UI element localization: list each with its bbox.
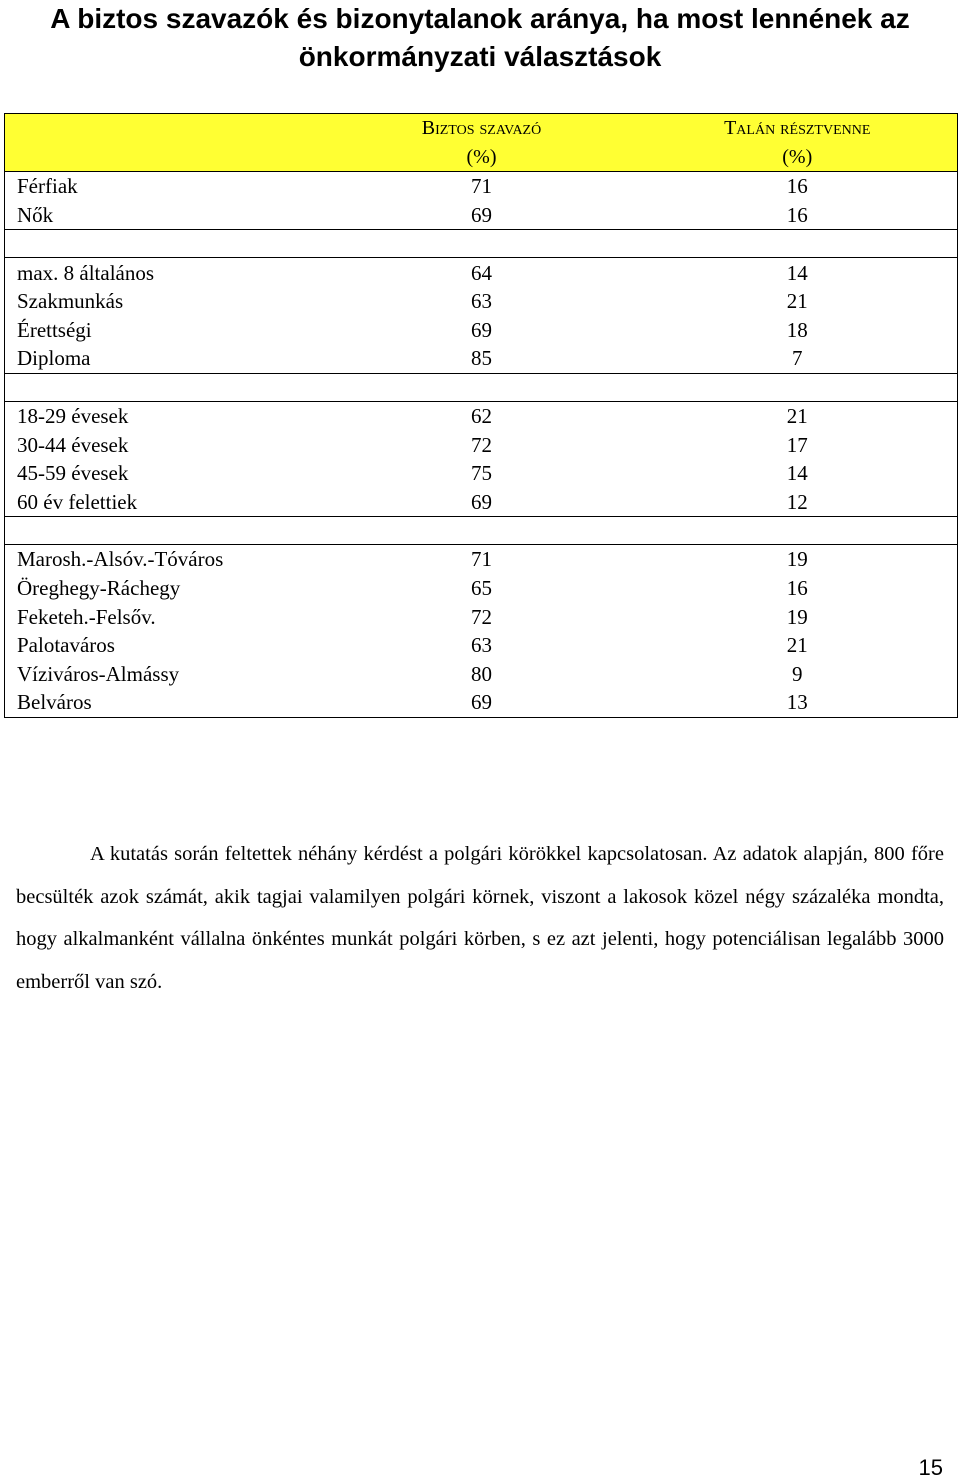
header-empty-cell: [5, 143, 326, 172]
table-row: [5, 545, 958, 574]
row-biztos-value: 69: [471, 203, 492, 228]
row-label: Palotaváros: [5, 631, 326, 660]
row-talan-value: 19: [638, 545, 958, 574]
separator-cell: [326, 373, 638, 401]
row-talan-value: 21: [638, 401, 958, 430]
row-biztos-value: 71: [471, 547, 492, 572]
row-label: Öreghegy-Ráchegy: [5, 574, 326, 603]
separator-cell: [638, 230, 958, 258]
table-row: [5, 574, 958, 603]
row-talan-value: 16: [638, 172, 958, 201]
row-biztos-value: 63: [471, 633, 492, 658]
row-biztos-value: 63: [471, 289, 492, 314]
table-row: [5, 660, 958, 689]
header-talan-unit: (%): [638, 143, 958, 172]
header-empty-cell: [5, 114, 326, 143]
table-row: [5, 631, 958, 660]
table-header-row-2: [5, 143, 958, 172]
table-row: [5, 488, 958, 517]
table-header-row-1: [5, 114, 958, 143]
row-talan-value: 21: [638, 631, 958, 660]
separator-cell: [638, 517, 958, 545]
row-label: Diploma: [5, 344, 326, 373]
separator-cell: [5, 517, 326, 545]
row-biztos-value: 69: [471, 317, 492, 342]
header-talan: Talán résztvenne: [638, 114, 958, 143]
row-label: Férfiak: [5, 172, 326, 201]
body-paragraph: A kutatás során feltettek néhány kérdést a polgári körökkel kapcsolatosan. Az adatok alapján, 800 főre becsülték azok számát, akik tagjai valamilyen polgári körnek, viszont a lakosok közel négy százaléka mondta, hogy alkalmanként vállalna önkéntes munkát polgári körben, s ez azt jelenti, hogy potenciálisan legalább 3000 emberről van szó.: [16, 843, 944, 993]
row-label: 30-44 évesek: [5, 430, 326, 459]
separator-cell: [5, 373, 326, 401]
table-row: [5, 316, 958, 345]
row-talan-value: 19: [638, 602, 958, 631]
header-biztos: Biztos szavazó: [326, 114, 638, 143]
row-label: Marosh.-Alsóv.-Tóváros: [5, 545, 326, 574]
row-label: 45-59 évesek: [5, 459, 326, 488]
row-label: Feketeh.-Felsőv.: [5, 602, 326, 631]
row-label: 60 év felettiek: [5, 488, 326, 517]
row-talan-value: 17: [638, 430, 958, 459]
row-label: max. 8 általános: [5, 258, 326, 287]
page-title: [0, 0, 960, 76]
row-label: Szakmunkás: [5, 287, 326, 316]
row-biztos-value: 72: [471, 604, 492, 629]
row-talan-value: 7: [638, 344, 958, 373]
group-separator-row: [5, 230, 958, 258]
separator-cell: [326, 230, 638, 258]
row-biztos-value: 72: [471, 432, 492, 457]
table-row: [5, 172, 958, 201]
separator-cell: [638, 373, 958, 401]
header-biztos-unit: (%): [326, 143, 638, 172]
table-row: [5, 258, 958, 287]
table-row: [5, 688, 958, 717]
row-label: Nők: [5, 201, 326, 230]
row-talan-value: 12: [638, 488, 958, 517]
row-biztos-value: 64: [471, 260, 492, 285]
table-row: [5, 287, 958, 316]
row-biztos-value: 71: [326, 172, 638, 201]
row-label: 18-29 évesek: [5, 401, 326, 430]
row-biztos-value: 65: [471, 576, 492, 601]
separator-cell: [326, 517, 638, 545]
table-row: [5, 201, 958, 230]
row-biztos-value: 80: [471, 661, 492, 686]
table-row: [5, 401, 958, 430]
row-talan-value: 14: [638, 459, 958, 488]
title-line-2: önkormányzati választások: [298, 41, 662, 72]
row-talan-value: 16: [638, 201, 958, 230]
row-biztos-value: 69: [471, 489, 492, 514]
table-row: [5, 602, 958, 631]
row-biztos-value: 62: [471, 404, 492, 429]
row-biztos-value: 75: [471, 461, 492, 486]
row-talan-value: 9: [638, 660, 958, 689]
table-row: [5, 344, 958, 373]
row-talan-value: 16: [638, 574, 958, 603]
row-label: Belváros: [5, 688, 326, 717]
title-line-1: A biztos szavazók és bizonytalanok aránya, ha most lennének az: [50, 3, 910, 34]
group-separator-row: [5, 373, 958, 401]
page-number: 15: [918, 1455, 943, 1480]
voters-table: [4, 113, 958, 718]
row-talan-value: 13: [638, 688, 958, 717]
row-label: Érettségi: [5, 316, 326, 345]
separator-cell: [5, 230, 326, 258]
table-row: [5, 459, 958, 488]
row-talan-value: 21: [638, 287, 958, 316]
row-biztos-value: 85: [471, 346, 492, 371]
row-biztos-value: 69: [326, 688, 638, 717]
row-talan-value: 18: [638, 316, 958, 345]
table-row: [5, 430, 958, 459]
group-separator-row: [5, 517, 958, 545]
row-label: Víziváros-Almássy: [5, 660, 326, 689]
row-talan-value: 14: [638, 258, 958, 287]
